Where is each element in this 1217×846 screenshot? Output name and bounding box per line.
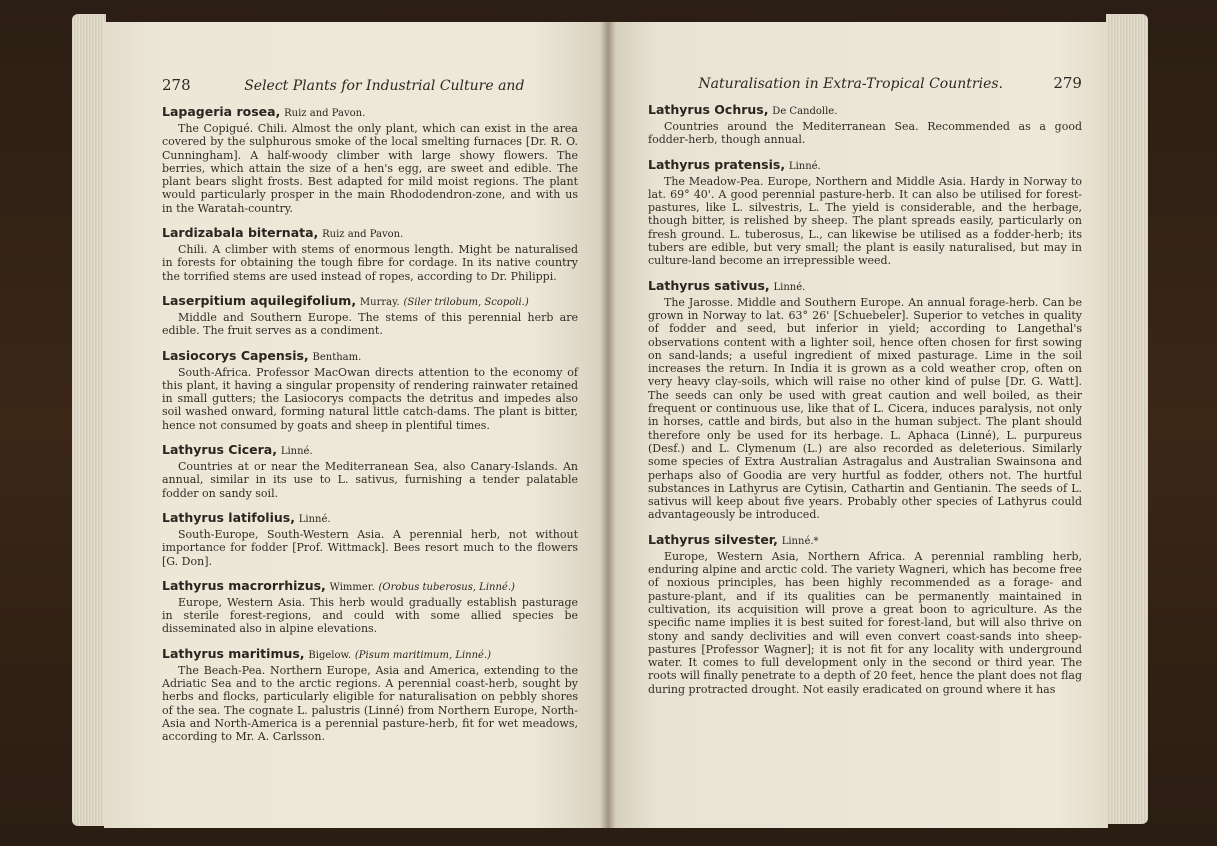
species-authority: Bentham. bbox=[312, 351, 362, 363]
entry-description: The Copigué. Chili. Almost the only plant, which can exist in the area covered by the sulphurous smoke of the local smelting furnaces [Dr. R. O. Cunningham]. A half-woody climber with large showy flowers. The berries, which attain the size of a hen's egg, are sweet and edible. The plant bears slight frosts. Best adapted for mild moist regions. The plant would particularly prosper in the main Rhododendron-zone, and with us in the Waratah-country. bbox=[162, 122, 578, 215]
species-name: Laserpitium aquilegifolium, bbox=[162, 292, 357, 308]
entry-description: The Beach-Pea. Northern Europe, Asia and America, extending to the Adriatic Sea and to the arctic regions. A perennial coast-herb, sought by herbs and flocks, particularly eligible for naturalisation on pebbly shores of the sea. The cognate L. palustris (Linné) from Northern Europe, North-Asia and North-America is a perennial pasture-herb, fit for wet meadows, according to Mr. A. Carlsson. bbox=[162, 663, 578, 744]
running-title: Select Plants for Industrial Culture and bbox=[244, 78, 525, 94]
entry-heading bbox=[648, 102, 1082, 119]
species-authority: Linné. bbox=[773, 281, 806, 293]
species-name: Lathyrus maritimus, bbox=[162, 645, 305, 661]
species-entry bbox=[162, 646, 578, 744]
species-authority: De Candolle. bbox=[772, 106, 838, 117]
species-authority: Linné. bbox=[298, 513, 331, 525]
entry-heading bbox=[162, 348, 578, 365]
entry-description: Countries at or near the Mediterranean Sea, also Canary-Islands. An annual, similar in its use to L. sativus, furnishing a tender palatable fodder on sandy soil. bbox=[162, 460, 578, 500]
entry-description: Chili. A climber with stems of enormous length. Might be naturalised in forests for obtaining the tough fibre for cordage. In its native country the torrified stems are used instead of ropes, according to Dr. Philippi. bbox=[162, 243, 578, 283]
entry-list bbox=[162, 104, 578, 744]
left-page bbox=[104, 22, 608, 828]
right-running-head bbox=[648, 74, 1082, 92]
species-entry bbox=[648, 157, 1082, 268]
species-authority: Linné. bbox=[280, 446, 313, 458]
entry-description: South-Europe, South-Western Asia. A perennial herb, not without importance for fodder [Prof. Wittmack]. Bees resort much to the flowers [G. Don]. bbox=[162, 527, 578, 568]
book-gutter bbox=[600, 22, 616, 828]
entry-heading bbox=[162, 510, 578, 527]
left-page-stack bbox=[72, 14, 106, 826]
entry-heading bbox=[162, 104, 578, 121]
right-page-stack bbox=[1106, 14, 1148, 824]
entry-heading bbox=[162, 646, 578, 663]
species-name: Lapageria rosea, bbox=[162, 104, 281, 119]
entry-description: Europe, Western Asia, Northern Africa. A perennial rambling herb, enduring alpine and arctic cold. The variety Wagneri, which has become free of noxious principles, has been highly recommended as a forage- and pasture-plant, and if its qualities can be permanently maintained in cultivation, its acquisition will prove a great boon to agriculture. As the specific name implies it is best suited for forest-land, but will also thrive on stony and sandy declivities and will even convert coast-sands into sheep-pastures [Professor Wagner]; it is not fit for any locality with underground water. It comes to full development only in the second or third year. The roots will finally penetrate to a depth of 20 feet, hence the plant does not flag during protracted drought. Not easily eradicated on ground where it has bbox=[648, 549, 1082, 696]
running-title: Naturalisation in Extra-Tropical Countries. bbox=[698, 76, 1003, 92]
entry-description: Middle and Southern Europe. The stems of this perennial herb are edible. The fruit serves as a condiment. bbox=[162, 310, 578, 338]
species-name: Lardizabala biternata, bbox=[162, 225, 319, 241]
species-entry bbox=[162, 510, 578, 568]
species-name: Lathyrus silvester, bbox=[648, 531, 778, 547]
entry-description: Countries around the Mediterranean Sea. Recommended as a good fodder-herb, though annual. bbox=[648, 120, 1082, 147]
species-entry bbox=[162, 442, 578, 500]
species-entry bbox=[162, 104, 578, 215]
page-number: 279 bbox=[1053, 74, 1082, 92]
right-page bbox=[608, 22, 1108, 828]
species-authority: Ruiz and Pavon. bbox=[284, 108, 366, 119]
entry-description: The Jarosse. Middle and Southern Europe. An annual forage-herb. Can be grown in Norway to lat. 63° 26' [Schuebeler]. Superior to vetches in quality of fodder and seed, but inferior in yield; according to Langethal's observations content with a lighter soil, hence often chosen for first sowing on sand-lands; a useful ingredient of mixed pasturage. Lime in the soil increases the return. In India it is grown as a cold weather crop, often on very heavy clay-soils, which will raise no other kind of pulse [Dr. G. Watt]. The seeds can only be used with great caution and well boiled, as their frequent or continuous use, like that of L. Cicera, induces paralysis, not only in horses, cattle and birds, but also in the human subject. The plant should therefore only be used for its herbage. L. Aphaca (Linné), L. purpureus (Desf.) and L. Clymenum (L.) are also recorded as deleterious. Similarly some species of Extra Australian Astragalus and Australian Swainsona and perhaps also of Goodia are very hurtful as fodder, others not. The hurtful substances in Lathyrus are Cytisin, Cathartin and Gentianin. The seeds of L. sativus will keep about five years. Probably other species of Lathyrus could advantageously be introduced. bbox=[648, 295, 1082, 522]
entry-heading bbox=[162, 442, 578, 459]
page-number: 278 bbox=[162, 76, 191, 94]
species-entry bbox=[162, 348, 578, 432]
species-entry bbox=[162, 578, 578, 636]
species-name: Lathyrus sativus, bbox=[648, 277, 770, 293]
species-entry bbox=[648, 278, 1082, 522]
species-entry bbox=[162, 293, 578, 338]
species-authority: Linné. bbox=[788, 160, 821, 172]
entry-heading bbox=[162, 293, 578, 310]
entry-heading bbox=[648, 532, 1082, 549]
species-authority: Ruiz and Pavon. bbox=[322, 229, 404, 241]
species-name: Lathyrus Cicera, bbox=[162, 442, 277, 458]
species-authority: Bigelow. bbox=[308, 649, 352, 661]
species-synonym: (Siler trilobum, Scopoli.) bbox=[403, 296, 529, 308]
entry-heading bbox=[648, 278, 1082, 295]
entry-heading bbox=[162, 578, 578, 595]
left-running-head bbox=[162, 76, 578, 94]
entry-description: Europe, Western Asia. This herb would gradually establish pasturage in sterile forest-regions, and could with some allied species be disseminated also in alpine elevations. bbox=[162, 595, 578, 636]
entry-description: South-Africa. Professor MacOwan directs attention to the economy of this plant, it having a singular propensity of rendering rainwater retained in small gutters; the Lasiocorys compacts the detritus and impedes also soil washed onward, forming natural little catch-dams. The plant is bitter, hence not consumed by goats and sheep in plentiful times. bbox=[162, 365, 578, 432]
species-name: Lathyrus Ochrus, bbox=[648, 102, 769, 117]
species-entry bbox=[648, 532, 1082, 696]
species-entry bbox=[648, 102, 1082, 147]
species-authority: Wimmer. bbox=[329, 581, 375, 593]
species-authority: Murray. bbox=[359, 296, 400, 308]
species-name: Lasiocorys Capensis, bbox=[162, 347, 309, 363]
entry-list bbox=[648, 102, 1082, 696]
entry-heading bbox=[162, 225, 578, 242]
species-authority: Linné.* bbox=[781, 535, 819, 547]
species-entry bbox=[162, 225, 578, 283]
species-synonym: (Pisum maritimum, Linné.) bbox=[354, 649, 492, 661]
species-synonym: (Orobus tuberosus, Linné.) bbox=[378, 581, 515, 593]
species-name: Lathyrus pratensis, bbox=[648, 156, 786, 172]
species-name: Lathyrus macrorrhizus, bbox=[162, 577, 326, 593]
entry-description: The Meadow-Pea. Europe, Northern and Middle Asia. Hardy in Norway to lat. 69° 40'. A good perennial pasture-herb. It can also be utilised for forest-pastures, like L. silvestris, L. The yield is considerable, and the herbage, though bitter, is relished by sheep. The plant spreads easily, particularly on fresh ground. L. tuberosus, L., can likewise be utilised as a fodder-herb; its tubers are edible, but very small; the plant is easily naturalised, but may in culture-land become an irrepressible weed. bbox=[648, 174, 1082, 268]
entry-heading bbox=[648, 157, 1082, 174]
species-name: Lathyrus latifolius, bbox=[162, 509, 295, 525]
